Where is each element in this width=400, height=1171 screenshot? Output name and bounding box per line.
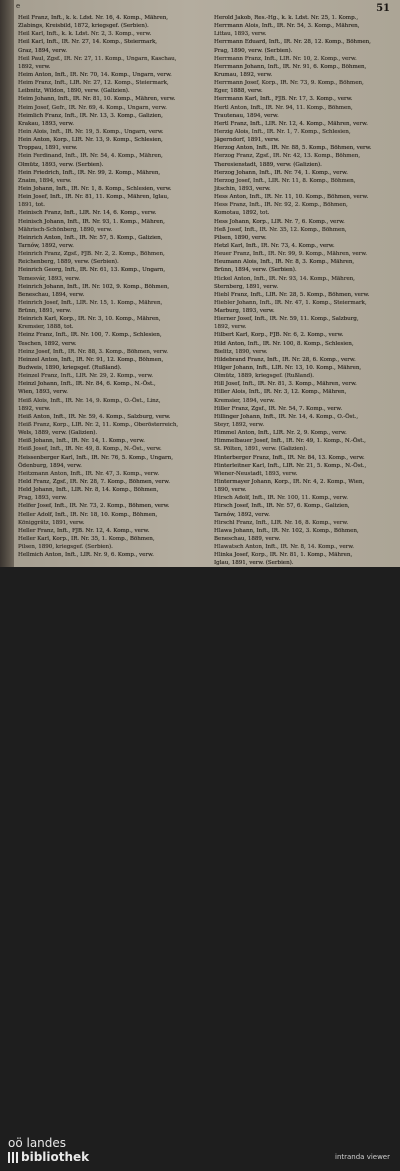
register-entry-line: Hertl Anton, Inft., IR. Nr. 94, 11. Komp., Böhmen, [214, 104, 353, 111]
register-entry-line: Heil Karl, Inft., IR. Nr. 27, 14. Komp., Steiermark, [18, 39, 158, 46]
register-entry-line: Hellmich Anton, Inft., LIR. Nr. 9, 6. Komp., verw. [18, 552, 154, 559]
register-entry-line: Marburg, 1893, verw. [214, 308, 275, 315]
register-entry-line: Heumann Alois, Inft., IR. Nr. 8, 3. Komp., Mähren, [214, 259, 355, 266]
register-entry-line: Brünn, 1891, verw. [18, 308, 72, 315]
register-entry-line: Herold Jakob, Res.-Hg., k. k. Ldst. Nr. 25, 1. Komp., [214, 15, 359, 21]
register-entry-line: 1892, verw. [18, 63, 51, 70]
register-entry-line: Heil Paul, Zgsf., IR. Nr. 27, 11. Komp., Ungarn, Kaschau, [18, 55, 177, 62]
register-entry-line: Wiener-Neustadt, 1893, verw. [214, 470, 298, 477]
register-entry-line: Held Franz, Zgsf., IR. Nr. 28, 7. Komp., Böhmen, verw. [18, 479, 170, 486]
register-entry-line: Reichenberg, 1889, verw. (Serbien). [18, 259, 119, 266]
register-entry-line: Hiebl Franz, Inft., LIR. Nr. 28, 5. Komp., Böhmen, verw. [214, 291, 370, 298]
register-entry-line: Hein Alois, Inft., IR. Nr. 19, 5. Komp., Ungarn, verw. [18, 128, 164, 135]
register-entry-line: Pilsen, 1890, kriegsgef. (Serbien). [18, 544, 113, 551]
register-entry-line: Heinzel Franz, Inft., LIR. Nr. 29, 2. Komp., verw. [18, 373, 154, 380]
register-entry-line: Hilger Johann, Inft., LIR. Nr. 13, 10. Komp., Mähren, [214, 365, 362, 372]
register-entry-line: Olmütz, 1893, verw. (Serbien). [18, 161, 104, 168]
register-entry-line: 1892, verw. [214, 324, 247, 331]
page-number: 51 [376, 3, 390, 14]
register-entry-line: Hildebrand Franz, Inft., IR. Nr. 28, 6. Komp., verw. [214, 356, 356, 363]
register-entry-line: Heinisch Franz, Inft., LIR. Nr. 14, 6. Komp., verw. [18, 210, 157, 217]
register-entry-line: Prag, 1890, verw. (Serbien). [214, 47, 293, 54]
register-entry-line: 1891, tot. [18, 202, 45, 209]
register-entry-line: Heinz Josef, Inft., IR. Nr. 88, 3. Komp., Böhmen, verw. [18, 348, 169, 355]
register-entry-line: Heiß Franz, Korp., LIR. Nr. 2, 11. Komp., Oberösterreich, [18, 422, 179, 429]
register-entry-line: Hess Anton, Inft., IR. Nr. 11, 10. Komp., Böhmen, verw. [214, 194, 369, 201]
register-entry-line: Heller Adolf, Inft., IR. Nr. 18, 10. Komp., Böhmen, [18, 511, 158, 518]
register-entry-line: Zlabings, Kreisbild, 1872, kriegsgef. (Serbien). [18, 23, 149, 30]
register-entry-line: Graz, 1894, verw. [18, 47, 67, 54]
register-entry-line: Littau, 1893, verw. [214, 31, 267, 38]
logo-bars-icon [8, 1152, 18, 1163]
register-entry-line: Heinz Franz, Inft., IR. Nr. 100, 7. Komp., Schlesien, [18, 332, 162, 339]
register-entry-line: Olmütz, 1889, kriegsgef. (Rußland). [214, 373, 315, 380]
register-entry-line: Tarnów, 1892, verw. [214, 511, 270, 518]
register-entry-line: Hirschl Franz, Inft., LIR. Nr. 16, 8. Komp., verw. [214, 519, 349, 526]
register-entry-line: Heissenberger Karl, Inft., IR. Nr. 76, 5. Komp., Ungarn, [18, 454, 173, 461]
left-column [18, 14, 200, 559]
register-entry-line: Prag, 1893, verw. [18, 495, 67, 502]
register-entry-line: Wien, 1893, verw. [18, 389, 68, 396]
register-entry-line: Hess Johann, Korp., LIR. Nr. 7, 6. Komp., verw. [214, 218, 345, 225]
register-entry-line: 1890, verw. [214, 487, 247, 494]
page-corner-mark: e [16, 2, 21, 10]
register-entry-line: Bielitz, 1890, verw. [214, 348, 268, 355]
scanned-page-viewport [0, 0, 400, 567]
register-entry-line: Heinrich Anton, Inft., IR. Nr. 57, 5. Komp., Galizien, [18, 234, 163, 241]
register-entry-line: Hein Friedrich, Inft., IR. Nr. 99, 2. Komp., Mähren, [18, 169, 161, 176]
register-entry-line: Herrmann Eduard, Inft., IR. Nr. 28, 12. Komp., Böhmen, [214, 39, 371, 46]
register-entry-line: Hirsch Adolf, Inft., IR. Nr. 100, 11. Komp., verw. [214, 495, 348, 502]
register-entry-line: Heim Anton, Inft., IR. Nr. 70, 14. Komp., Ungarn, verw. [18, 71, 172, 78]
viewer-footer [0, 567, 400, 1164]
register-entry-line: Heimlich Franz, Inft., IR. Nr. 13, 3. Komp., Galizien, [18, 112, 163, 119]
register-entry-line: Heinisch Johann, Inft., IR. Nr. 93, 1. Komp., Mähren, [18, 218, 165, 225]
register-entry-line: Komotau, 1892, tot. [214, 210, 270, 217]
register-entry-line: Wels, 1889, verw. (Galizien). [18, 430, 98, 437]
register-entry-line: Hierner Josef, Inft., IR. Nr. 59, 11. Komp., Salzburg, [214, 316, 359, 323]
register-entry-line: Hirsch Josef, Inft., IR. Nr. 57, 6. Komp., Galizien, [214, 503, 350, 510]
register-entry-line: Teschen, 1892, verw. [18, 340, 77, 347]
register-entry-line: Krakau, 1893, verw. [18, 120, 74, 127]
register-entry-line: Beneschau, 1894, verw. [18, 291, 85, 298]
register-entry-line: Heller Karl, Korp., IR. Nr. 35, 1. Komp., Böhmen, [18, 536, 155, 542]
register-entry-line: Jitschin, 1893, verw. [214, 185, 271, 192]
register-entry-line: Hiller Alois, Inft., IR. Nr. 3, 12. Komp., Mähren, [214, 389, 347, 396]
register-entry-line: Hickel Anton, Inft., IR. Nr. 93, 14. Komp., Mähren, [214, 275, 355, 282]
register-entry-line: Hertl Franz, Inft., LIR. Nr. 12, 4. Komp., Mähren, verw. [214, 120, 368, 127]
register-entry-line: Kremsier, 1888, tot. [18, 324, 74, 331]
register-entry-line: Krumau, 1892, verw. [214, 71, 273, 78]
register-entry-line: Budweis, 1890, kriegsgef. (Rußland). [18, 365, 122, 372]
register-entry-line: Hein Johann, Inft., IR. Nr. 1, 8. Komp., Schlesien, verw. [18, 185, 172, 192]
register-entry-line: Herrmann Alois, Inft., IR. Nr. 54, 3. Komp., Mähren, [214, 23, 360, 30]
register-entry-line: Hein Josef, Inft., IR. Nr. 81, 11. Komp., Mähren, Iglau, [18, 194, 169, 201]
register-entry-line: Heuer Franz, Inft., IR. Nr. 99, 9. Komp., Mähren, verw. [214, 251, 368, 258]
register-entry-line: Hiebler Johann, Inft., IR. Nr. 47, 1. Komp., Steiermark, [214, 299, 367, 306]
register-entry-line: Hess Franz, Inft., IR. Nr. 92, 2. Komp., Böhmen, [214, 202, 348, 209]
register-entry-line: Herrmann Franz, Inft., LIR. Nr. 10, 2. Komp., verw. [214, 55, 357, 62]
register-entry-line: Hlinka Josef, Korp., IR. Nr. 81, 1. Komp., Mähren, [214, 552, 353, 559]
register-entry-line: Heim Johann, Inft., IR. Nr. 81, 10. Komp., Mähren, verw. [18, 96, 176, 103]
register-entry-line: Himmelbauer Josef, Inft., IR. Nr. 49, 1. Komp., N.-Öst., [214, 438, 366, 445]
register-entry-line: Hild Anton, Inft., IR. Nr. 100, 8. Komp., Schlesien, [214, 340, 354, 347]
register-entry-line: Jägerndorf, 1891, verw. [214, 137, 280, 144]
library-logo[interactable] [8, 1137, 128, 1171]
register-entry-line: Heiß Johann, Inft., IR. Nr. 14, 1. Komp., verw. [18, 438, 145, 445]
register-entry-line: Herzog Anton, Inft., IR. Nr. 88, 5. Komp., Böhmen, verw. [214, 145, 372, 152]
register-entry-line: Iglau, 1891, verw. (Serbien). [214, 560, 294, 567]
register-entry-line: Heß Josef, Inft., IR. Nr. 35, 12. Komp., Böhmen, [214, 226, 347, 233]
register-entry-line: Mährisch-Schönberg, 1890, verw. [18, 226, 113, 233]
register-entry-line: Hintermayer Johann, Korp., IR. Nr. 4, 2. Komp., Wien, [214, 479, 365, 486]
viewer-credit: intranda viewer [335, 1153, 390, 1161]
register-entry-line: Theresienstadt, 1889, verw. (Galizien). [214, 161, 322, 168]
register-entry-line: Trautenau, 1894, verw. [214, 112, 279, 119]
register-entry-line: Beneschau, 1889, verw. [214, 536, 281, 542]
logo-text-top: oö landes [8, 1136, 67, 1150]
logo-text-bottom: bibliothek [21, 1150, 90, 1164]
register-entry-line: St. Pölten, 1891, verw. (Galizien). [214, 446, 308, 453]
register-entry-line: Leibnitz, Wildon, 1890, verw. (Galizien). [18, 88, 130, 95]
register-entry-line: Znaim, 1894, verw. [18, 177, 72, 184]
register-entry-line: Heinrich Georg, Inft., IR. Nr. 61, 13. Komp., Ungarn, [18, 267, 166, 274]
register-entry-line: Hlawa Johann, Inft., IR. Nr. 102, 3. Komp., Böhmen, [214, 527, 359, 534]
register-entry-line: Heinzel Anton, Inft., IR. Nr. 91, 12. Komp., Böhmen, [18, 356, 164, 363]
register-entry-line: Hein Anton, Korp., LIR. Nr. 13, 9. Komp., Schlesien, [18, 137, 163, 144]
register-entry-line: Herzog Johann, Inft., IR. Nr. 74, 1. Komp., verw. [214, 169, 348, 176]
register-entry-line: Heiß Josef, Inft., IR. Nr. 49, 8. Komp., N.-Öst., verw. [18, 446, 162, 453]
register-entry-line: Herrmann Josef, Korp., IR. Nr. 73, 9. Komp., Böhmen, [214, 80, 364, 87]
register-entry-line: Heiß Alois, Inft., IR. Nr. 14, 9. Komp., O.-Öst., Linz, [18, 397, 161, 404]
register-entry-line: Ödenburg, 1894, verw. [18, 462, 82, 469]
register-entry-line: Sternberg, 1891, verw. [214, 283, 279, 290]
register-entry-line: Heitzmann Anton, Inft., IR. Nr. 47, 3. Komp., verw. [18, 470, 160, 477]
register-entry-line: Troppau, 1891, verw. [18, 145, 78, 152]
register-entry-line: Hill Josef, Inft., IR. Nr. 81, 3. Komp., Mähren, verw. [214, 381, 357, 388]
register-entry-line: Heim Josef, Gefr., IR. Nr. 69, 4. Komp., Ungarn, verw. [18, 104, 167, 111]
register-entry-line: Himmel Anton, Inft., LIR. Nr. 2, 9. Komp., verw. [214, 430, 347, 437]
register-entry-line: Brünn, 1894, verw. (Serbien). [214, 267, 297, 274]
register-entry-line: Tarnów, 1892, verw. [18, 242, 74, 249]
book-page [14, 0, 400, 567]
register-entry-line: Held Johann, Inft., LIR. Nr. 8, 14. Komp., Böhmen, [18, 487, 159, 494]
register-entry-line: Steyr, 1892, verw. [214, 422, 265, 429]
register-entry-line: Hinterleitner Karl, Inft., LIR. Nr. 21, 5. Komp., N.-Öst., [214, 462, 367, 469]
register-entry-line: Hillinger Johann, Inft., IR. Nr. 14, 4. Komp., O.-Öst., [214, 413, 359, 420]
register-entry-line: Heinrich Franz, Zgsf., FJB. Nr. 2, 2. Komp., Böhmen, [18, 251, 165, 258]
register-entry-line: Herzog Franz, Zgsf., IR. Nr. 42, 13. Komp., Böhmen, [214, 153, 361, 160]
register-entry-line: Heinrich Johann, Inft., IR. Nr. 102, 9. Komp., Böhmen, [18, 283, 170, 290]
register-entry-line: Pilsen, 1890, verw. [214, 234, 267, 241]
register-entry-line: Hilbert Karl, Korp., FJB. Nr. 6, 2. Komp., verw. [214, 332, 344, 339]
right-column [214, 14, 396, 567]
register-entry-line: Hiller Franz, Zgsf., IR. Nr. 54, 7. Komp., verw. [214, 405, 343, 412]
register-entry-line: Temesvár, 1893, verw. [18, 275, 80, 282]
register-entry-line: Eger, 1888, verw. [214, 88, 263, 95]
register-entry-line: Herrmann Johann, Inft., IR. Nr. 91, 6. Komp., Böhmen, [214, 63, 367, 70]
register-entry-line: Heinrich Josef, Inft., LIR. Nr. 15, 1. Komp., Mähren, [18, 299, 163, 306]
register-entry-line: Königgrätz, 1891, verw. [18, 519, 85, 526]
register-entry-line: Heil Franz, Inft., k. k. Ldst. Nr. 16, 4. Komp., Mähren, [18, 15, 169, 21]
register-entry-line: Heinrich Karl, Korp., IR. Nr. 3, 10. Komp., Mähren, [18, 316, 161, 323]
register-entry-line: Hinterberger Franz, Inft., IR. Nr. 84, 13. Komp., verw. [214, 454, 365, 461]
register-entry-line: Hlawatsch Anton, Inft., IR. Nr. 8, 14. Komp., verw. [214, 544, 355, 551]
register-entry-line: Herzig Alois, Inft., IR. Nr. 1, 7. Komp., Schlesien, [214, 128, 351, 135]
register-entry-line: Heinzl Johann, Inft., IR. Nr. 84, 6. Komp., N.-Öst., [18, 381, 156, 388]
register-entry-line: Heim Franz, Inft., LIR. Nr. 27, 12. Komp., Steiermark, [18, 80, 169, 87]
register-entry-line: Heller Franz, Inft., FJB. Nr. 12, 4. Komp., verw. [18, 527, 150, 534]
register-entry-line: Kremsier, 1894, verw. [214, 397, 275, 404]
register-entry-line: 1892, verw. [18, 405, 51, 412]
register-entry-line: Heiß Anton, Inft., IR. Nr. 59, 4. Komp., Salzburg, verw. [18, 413, 171, 420]
register-entry-line: Heil Karl, Inft., k. k. Ldst. Nr. 2, 3. Komp., verw. [18, 31, 152, 38]
register-entry-line: Herrmann Karl, Inft., FJB. Nr. 17, 3. Komp., verw. [214, 96, 353, 103]
register-entry-line: Hetzl Karl, Inft., IR. Nr. 73, 4. Komp., verw. [214, 242, 335, 249]
register-entry-line: Hein Ferdinand, Inft., IR. Nr. 54, 4. Komp., Mähren, [18, 153, 163, 160]
register-entry-line: Herzog Josef, Inft., LIR. Nr. 11, 8. Komp., Böhmen, [214, 177, 356, 184]
register-entry-line: Helfer Josef, Inft., IR. Nr. 73, 2. Komp., Böhmen, verw. [18, 503, 170, 510]
